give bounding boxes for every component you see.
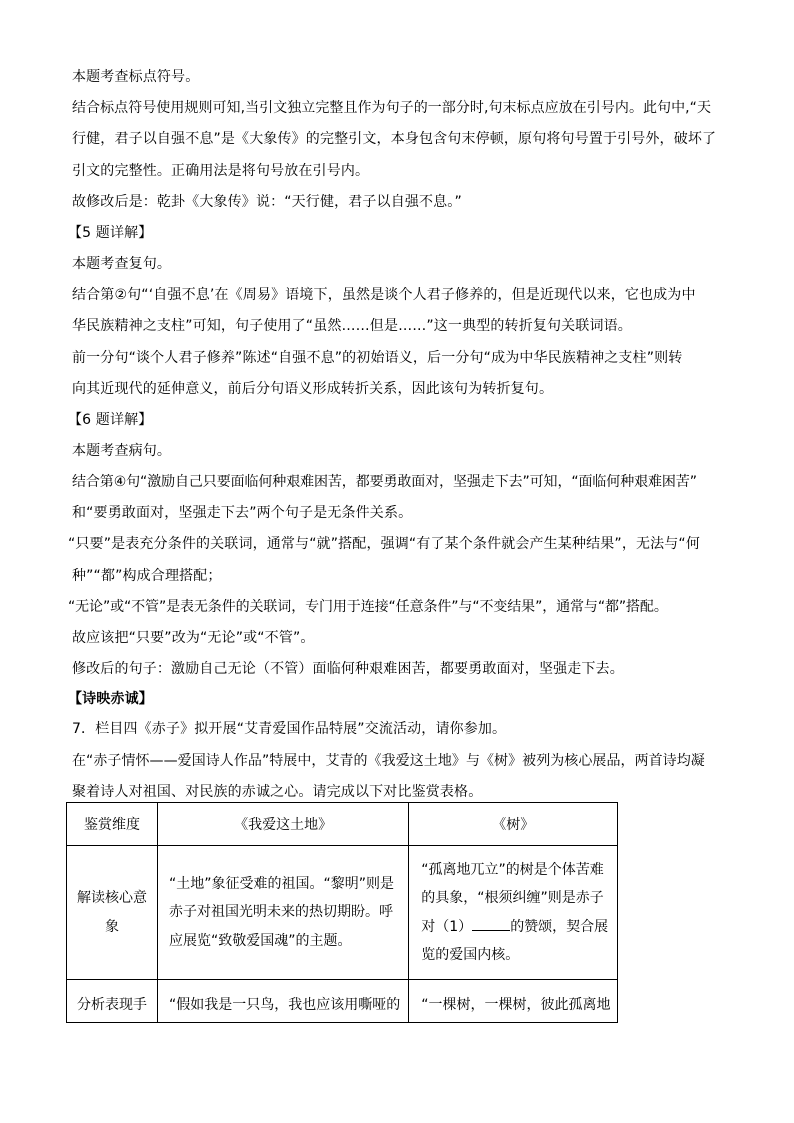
paragraph-line: 种”“都”构成合理搭配；: [72, 567, 222, 584]
paragraph-line: 引文的完整性。正确用法是将句号放在引号内。: [72, 162, 370, 179]
section-heading-q5: 【5 题详解】: [68, 224, 153, 241]
header-dimension: 鉴赏维度: [67, 803, 158, 846]
paragraph-line: 前一分句“谈个人君子修养”陈述“自强不息”的初始语义，后一分句“成为中华民族精神之支柱”则转: [72, 349, 683, 366]
land-technique-cell: “假如我是一只鸟，我也应该用嘶哑的: [158, 980, 409, 1023]
row-label-imagery: 解读核心意象: [67, 846, 158, 980]
paragraph-line: 结合标点符号使用规则可知,当引文独立完整且作为句子的一部分时,句末标点应放在引号内。此句中,“天: [72, 100, 712, 117]
table-row: [67, 980, 618, 1023]
paragraph-line: 故修改后是：乾卦《大象传》说：“天行健，君子以自强不息。”: [72, 193, 462, 210]
row-label-technique: 分析表现手: [67, 980, 158, 1023]
question-7-prompt: 7．栏目四《赤子》拟开展“艾青爱国作品特展”交流活动，请你参加。: [72, 721, 507, 738]
paragraph-line: “无论”或“不管”是表无条件的关联词，专门用于连接“任意条件”与“不变结果”，通常与“都”搭配。: [68, 598, 668, 615]
land-imagery-cell: “土地”象征受难的祖国。“黎明”则是赤子对祖国光明未来的热切期盼。呼应展览“致敬爱国魂”的主题。: [158, 846, 409, 980]
header-poem-land: 《我爱这土地》: [158, 803, 409, 846]
appreciation-table: [66, 802, 618, 1023]
paragraph-line: 结合第④句“激励自己只要面临何种艰难困苦，都要勇敢面对，坚强走下去”可知，“面临何种艰难困苦”: [72, 474, 697, 491]
paragraph-line: 向其近现代的延伸意义，前后分句语义形成转折关系，因此该句为转折复句。: [72, 380, 554, 397]
paragraph-line: 在“赤子情怀——爱国诗人作品”特展中，艾青的《我爱这土地》与《树》被列为核心展品，两首诗均凝: [72, 752, 705, 769]
paragraph-line: “只要”是表充分条件的关联词，通常与“就”搭配，强调“有了某个条件就会产生某种结果”，无法与“何: [68, 536, 700, 553]
table-row: [67, 846, 618, 980]
header-poem-tree: 《树》: [409, 803, 618, 846]
document-body: [68, 62, 742, 808]
paragraph-line: 结合第②句“‘自强不息’在《周易》语境下，虽然是谈个人君子修养的，但是近现代以来，它也成为中: [72, 287, 696, 304]
tree-technique-cell: “一棵树，一棵树，彼此孤离地: [409, 980, 618, 1023]
section-heading-poetry: 【诗映赤诚】: [68, 691, 153, 708]
section-heading-q6: 【6 题详解】: [68, 411, 153, 428]
fill-in-blank-1[interactable]: [472, 916, 510, 931]
paragraph-line: 本题考查病句。: [72, 442, 172, 459]
paragraph-line: 修改后的句子：激励自己无论（不管）面临何种艰难困苦，都要勇敢面对，坚强走下去。: [72, 661, 624, 678]
paragraph-line: 华民族精神之支柱”可知，句子使用了“虽然……但是……”这一典型的转折复句关联词语。: [72, 318, 632, 335]
tree-imagery-cell: “孤离地兀立”的树是个体苦难的具象，“根须纠缠”则是赤子对（1） 的赞颂，契合展览的爱国内核。: [409, 846, 618, 980]
table-header-row: [67, 803, 618, 846]
paragraph-line: 和“要勇敢面对，坚强走下去”两个句子是无条件关系。: [72, 505, 413, 522]
paragraph-line: 行健，君子以自强不息”是《大象传》的完整引文，本身包含句末停顿，原句将句号置于引号外，破坏了: [72, 131, 717, 148]
paragraph-line: 本题考查标点符号。: [72, 69, 200, 85]
paragraph-line: 聚着诗人对祖国、对民族的赤诚之心。请完成以下对比鉴赏表格。: [72, 783, 483, 800]
paragraph-line: 本题考查复句。: [72, 255, 172, 272]
paragraph-line: 故应该把“只要”改为“无论”或“不管”。: [72, 630, 315, 646]
